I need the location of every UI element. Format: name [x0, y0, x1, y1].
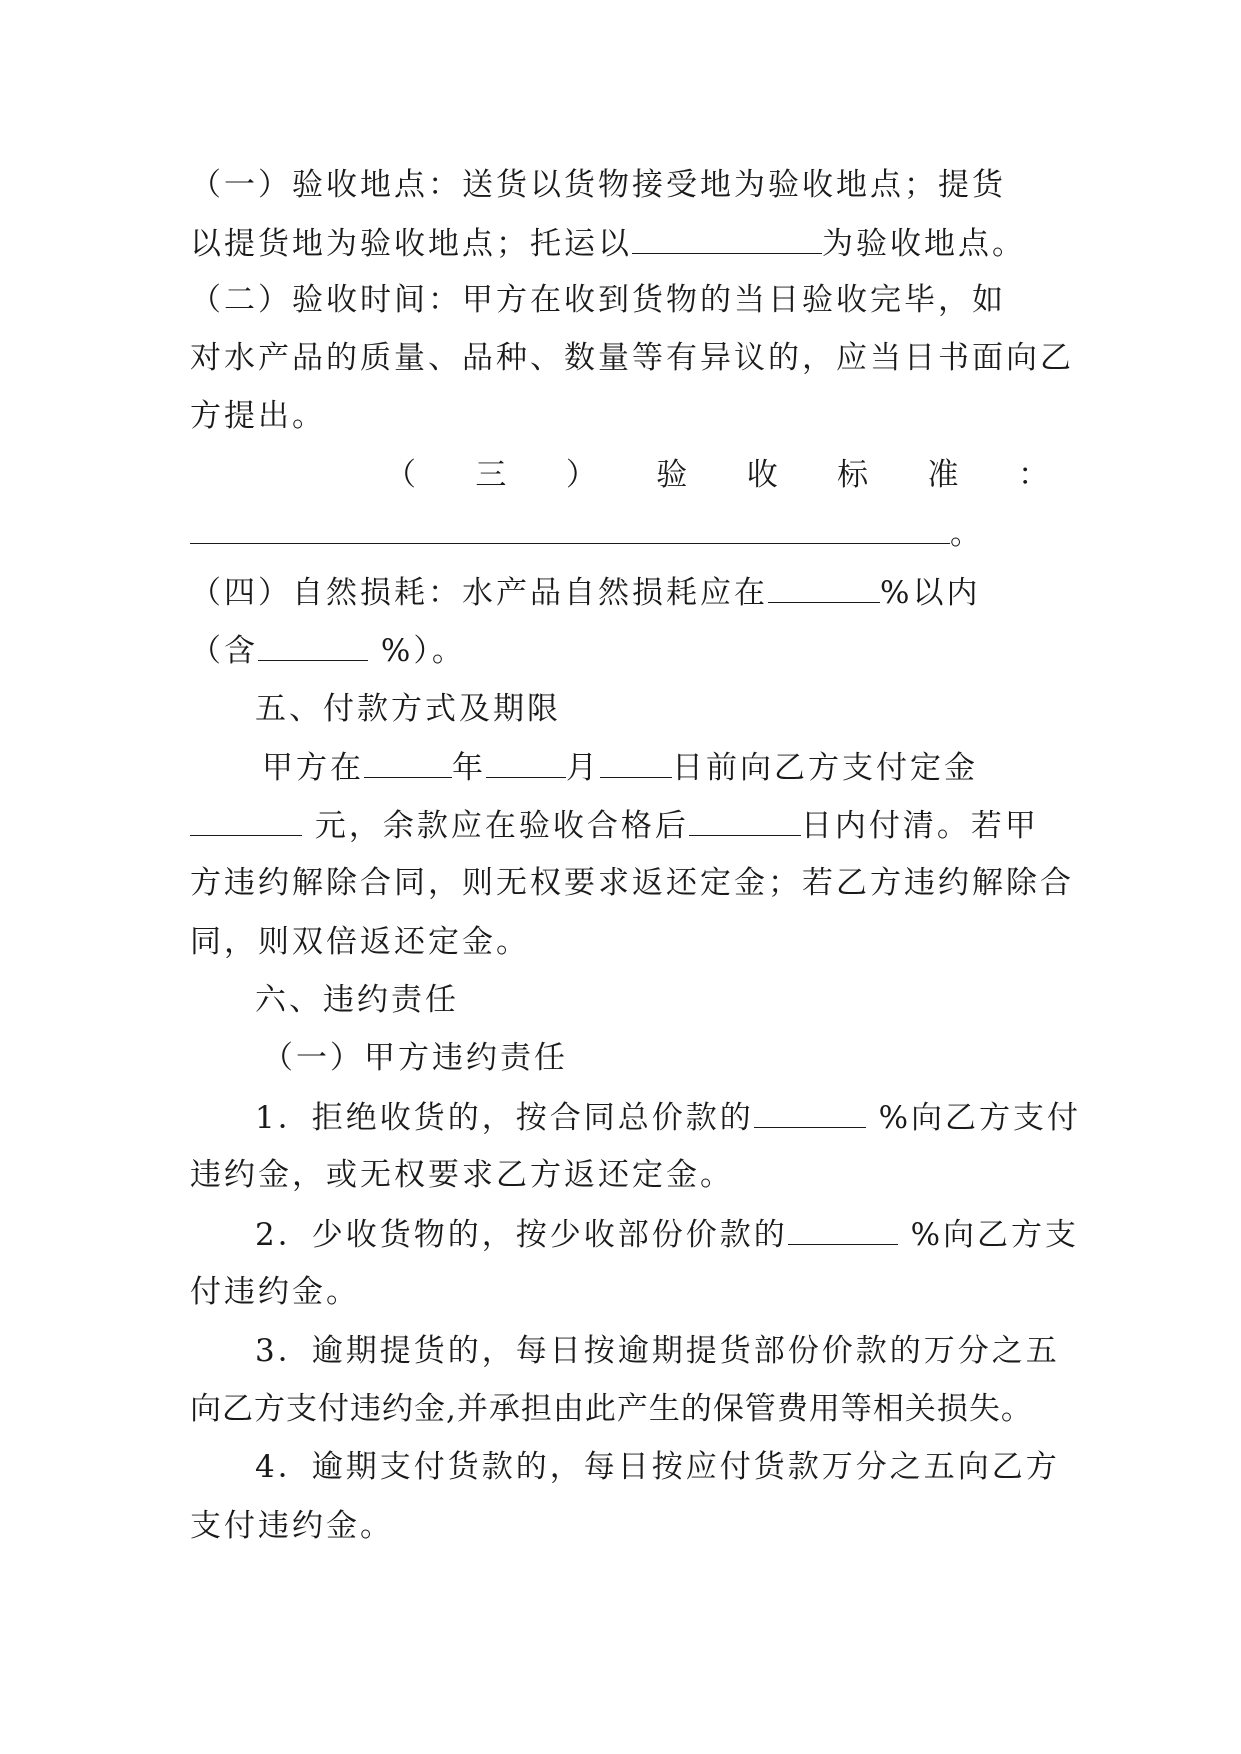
- heading-char: 标: [837, 457, 872, 493]
- item-3-line-2: [190, 1389, 1052, 1429]
- clause-text: 元，余款应在验收合格后: [314, 808, 689, 844]
- clause-inspection-standard-line-2: [190, 513, 1052, 554]
- fill-blank[interactable]: [600, 747, 672, 778]
- clause-text: %向乙方支付: [878, 1100, 1082, 1136]
- heading-char: ）: [565, 457, 600, 493]
- clause-inspection-time-line-1: [190, 280, 1052, 320]
- clause-text: 甲方在: [262, 750, 364, 786]
- fill-blank[interactable]: [190, 513, 950, 544]
- heading-char: 验: [656, 457, 691, 493]
- subsection-heading-party-a: [262, 1038, 862, 1078]
- clause-text: 向乙方支付违约金,并承担由此产生的保管费用等相关损失。: [190, 1391, 1033, 1427]
- clause-text: （含: [190, 633, 258, 669]
- clause-text: 同，则双倍返还定金。: [190, 924, 530, 960]
- clause-text: 对水产品的质量、品种、数量等有异议的，应当日书面向乙: [190, 340, 1074, 376]
- clause-text: 1．拒绝收货的，按合同总价款的: [255, 1100, 754, 1136]
- clause-text: （二）验收时间：甲方在收到货物的当日验收完毕，如: [190, 282, 1006, 318]
- clause-text: 以提货地为验收地点；托运以: [190, 226, 632, 262]
- heading-char: 收: [746, 457, 781, 493]
- clause-inspection-location-line-2: [190, 223, 1052, 264]
- clause-natural-loss-line-1: [190, 572, 1052, 613]
- clause-text: 3．逾期提货的，每日按逾期提货部份价款的万分之五: [255, 1333, 1060, 1369]
- clause-inspection-standard-line-1: [385, 455, 1052, 495]
- clause-text: %以内: [880, 575, 981, 611]
- fill-blank[interactable]: [632, 223, 822, 254]
- clause-payment-line-4: [190, 922, 1052, 962]
- clause-text: 年: [452, 750, 486, 786]
- heading-char: ：: [1017, 457, 1052, 493]
- clause-text: 。: [950, 516, 984, 552]
- clause-text: 月: [566, 750, 600, 786]
- fill-blank[interactable]: [788, 1214, 898, 1245]
- clause-text: 为验收地点。: [822, 226, 1026, 262]
- clause-inspection-time-line-3: [190, 396, 1052, 436]
- item-4-line-1: [255, 1447, 1060, 1487]
- clause-payment-line-3: [190, 863, 1074, 903]
- section-title: 六、违约责任: [255, 982, 459, 1018]
- clause-text: 日前向乙方支付定金: [672, 750, 978, 786]
- clause-text: %）。: [380, 633, 466, 669]
- heading-char: 三: [475, 457, 510, 493]
- section-heading-payment: [255, 689, 855, 729]
- subsection-title: （一）甲方违约责任: [262, 1040, 568, 1076]
- clause-text: %向乙方支: [910, 1217, 1080, 1253]
- item-2-line-2: [190, 1272, 1052, 1312]
- section-title: 五、付款方式及期限: [255, 691, 561, 727]
- clause-text: 付违约金。: [190, 1274, 360, 1310]
- clause-text: 违约金，或无权要求乙方返还定金。: [190, 1157, 734, 1193]
- clause-text: （一）验收地点：送货以货物接受地为验收地点；提货: [190, 167, 1006, 203]
- section-heading-liability: [255, 980, 855, 1020]
- fill-blank[interactable]: [689, 805, 801, 836]
- clause-payment-line-2: [190, 805, 1052, 846]
- clause-text: 4．逾期支付货款的，每日按应付货款万分之五向乙方: [255, 1449, 1060, 1485]
- clause-payment-line-1: [262, 747, 1052, 788]
- fill-blank[interactable]: [754, 1097, 866, 1128]
- clause-text: 方提出。: [190, 398, 326, 434]
- clause-natural-loss-line-2: [190, 630, 1052, 671]
- clause-text: 日内付清。若甲: [800, 808, 1039, 844]
- clause-text: 支付违约金。: [190, 1508, 394, 1544]
- item-4-line-2: [190, 1506, 1052, 1546]
- clause-text: （四）自然损耗：水产品自然损耗应在: [190, 575, 768, 611]
- item-3-line-1: [255, 1331, 1060, 1371]
- clause-text: 方违约解除合同，则无权要求返还定金；若乙方违约解除合: [190, 865, 1074, 901]
- heading-char: （: [385, 457, 419, 493]
- item-1-line-2: [190, 1155, 1052, 1195]
- clause-text: 2．少收货物的，按少收部份价款的: [255, 1217, 788, 1253]
- fill-blank[interactable]: [258, 630, 368, 661]
- heading-char: 准: [927, 457, 962, 493]
- fill-blank[interactable]: [190, 805, 302, 836]
- fill-blank[interactable]: [364, 747, 452, 778]
- fill-blank[interactable]: [486, 747, 566, 778]
- item-2-line-1: [255, 1214, 1080, 1255]
- clause-inspection-time-line-2: [190, 338, 1074, 378]
- clause-inspection-location-line-1: [190, 165, 1052, 205]
- fill-blank[interactable]: [768, 572, 880, 603]
- item-1-line-1: [255, 1097, 1082, 1138]
